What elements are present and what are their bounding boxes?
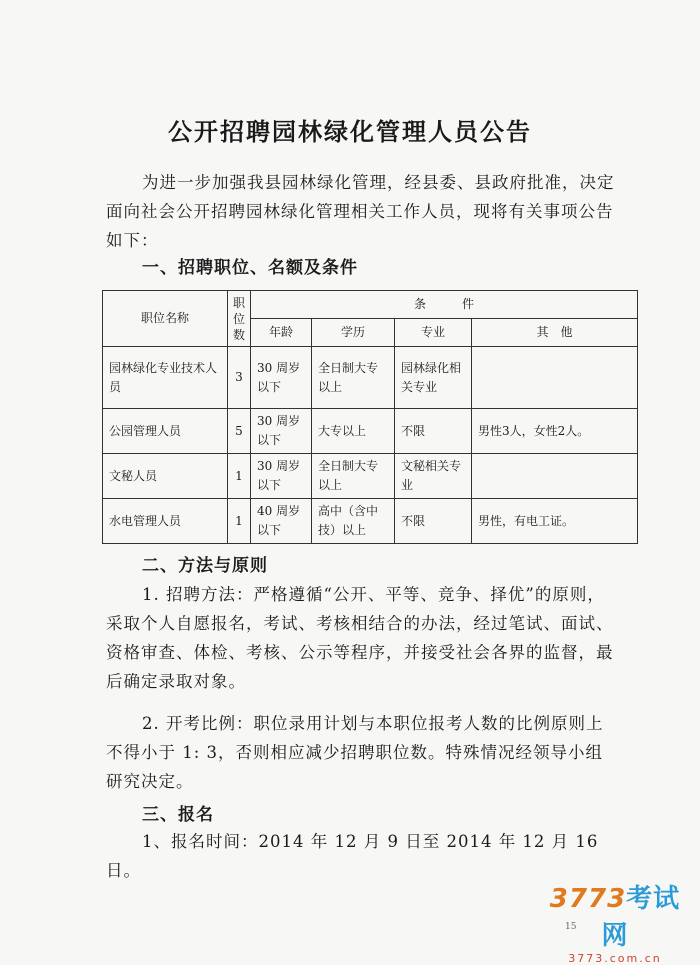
watermark-number: 3773: [549, 884, 627, 914]
cell-major: 文秘相关专业: [395, 454, 472, 499]
cell-count: 1: [228, 499, 251, 544]
table-row: [103, 347, 638, 409]
cell-age: 30 周岁以下: [251, 347, 312, 409]
cell-major: 不限: [395, 409, 472, 454]
cell-major: 不限: [395, 499, 472, 544]
cell-age: 30 周岁以下: [251, 409, 312, 454]
cell-other: [472, 347, 638, 409]
table-row: [103, 454, 638, 499]
watermark-url: 3773.com.cn: [568, 952, 662, 965]
registration-time-paragraph: 1、报名时间：2014 年 12 月 9 日至 2014 年 12 月 16 日。: [106, 832, 599, 880]
cell-count: 5: [228, 409, 251, 454]
table-header-count: 职位数: [228, 291, 251, 347]
cell-name: 文秘人员: [103, 454, 228, 499]
intro-paragraph: 为进一步加强我县园林绿化管理，经县委、县政府批准，决定面向社会公开招聘园林绿化管理相关工作人员，现将有关事项公告如下：: [106, 173, 615, 250]
table-header-education: 学历: [312, 319, 395, 347]
cell-other: [472, 454, 638, 499]
method-paragraph: 1. 招聘方法：严格遵循“公开、平等、竞争、择优”的原则，采取个人自愿报名，考试、考核相结合的办法，经过笔试、面试、资格审查、体检、考核、公示等程序，并接受社会各界的监督，最后确定录取对象。: [106, 585, 614, 691]
cell-education: 全日制大专以上: [312, 347, 395, 409]
cell-age: 40 周岁以下: [251, 499, 312, 544]
cell-other: 男性，有电工证。: [472, 499, 638, 544]
cell-name: 公园管理人员: [103, 409, 228, 454]
table-header-age: 年龄: [251, 319, 312, 347]
cell-count: 1: [228, 454, 251, 499]
table-header-name: 职位名称: [103, 291, 228, 347]
cell-education: 全日制大专以上: [312, 454, 395, 499]
section-heading-3: 三、报名: [142, 805, 214, 825]
table-header-conditions: 条 件: [251, 291, 638, 319]
table-header-other: 其 他: [472, 319, 638, 347]
positions-table: [102, 290, 638, 544]
cell-name: 水电管理人员: [103, 499, 228, 544]
cell-age: 30 周岁以下: [251, 454, 312, 499]
table-row: [103, 499, 638, 544]
cell-other: 男性3人，女性2人。: [472, 409, 638, 454]
ratio-paragraph: 2. 开考比例：职位录用计划与本职位报考人数的比例原则上不得小于 1: 3，否则相应减少招聘职位数。特殊情况经领导小组研究决定。: [106, 714, 604, 791]
cell-education: 高中（含中技）以上: [312, 499, 395, 544]
cell-major: 园林绿化相关专业: [395, 347, 472, 409]
section-heading-1: 一、招聘职位、名额及条件: [142, 258, 358, 278]
watermark-logo: [540, 878, 690, 965]
cell-education: 大专以上: [312, 409, 395, 454]
section-heading-2: 二、方法与原则: [142, 556, 268, 576]
page-title: 公开招聘园林绿化管理人员公告: [168, 118, 532, 146]
cell-name: 园林绿化专业技术人员: [103, 347, 228, 409]
table-row: [103, 409, 638, 454]
page-number: 15: [565, 922, 577, 932]
table-header-major: 专业: [395, 319, 472, 347]
cell-count: 3: [228, 347, 251, 409]
watermark-text: 考试网: [601, 884, 681, 951]
